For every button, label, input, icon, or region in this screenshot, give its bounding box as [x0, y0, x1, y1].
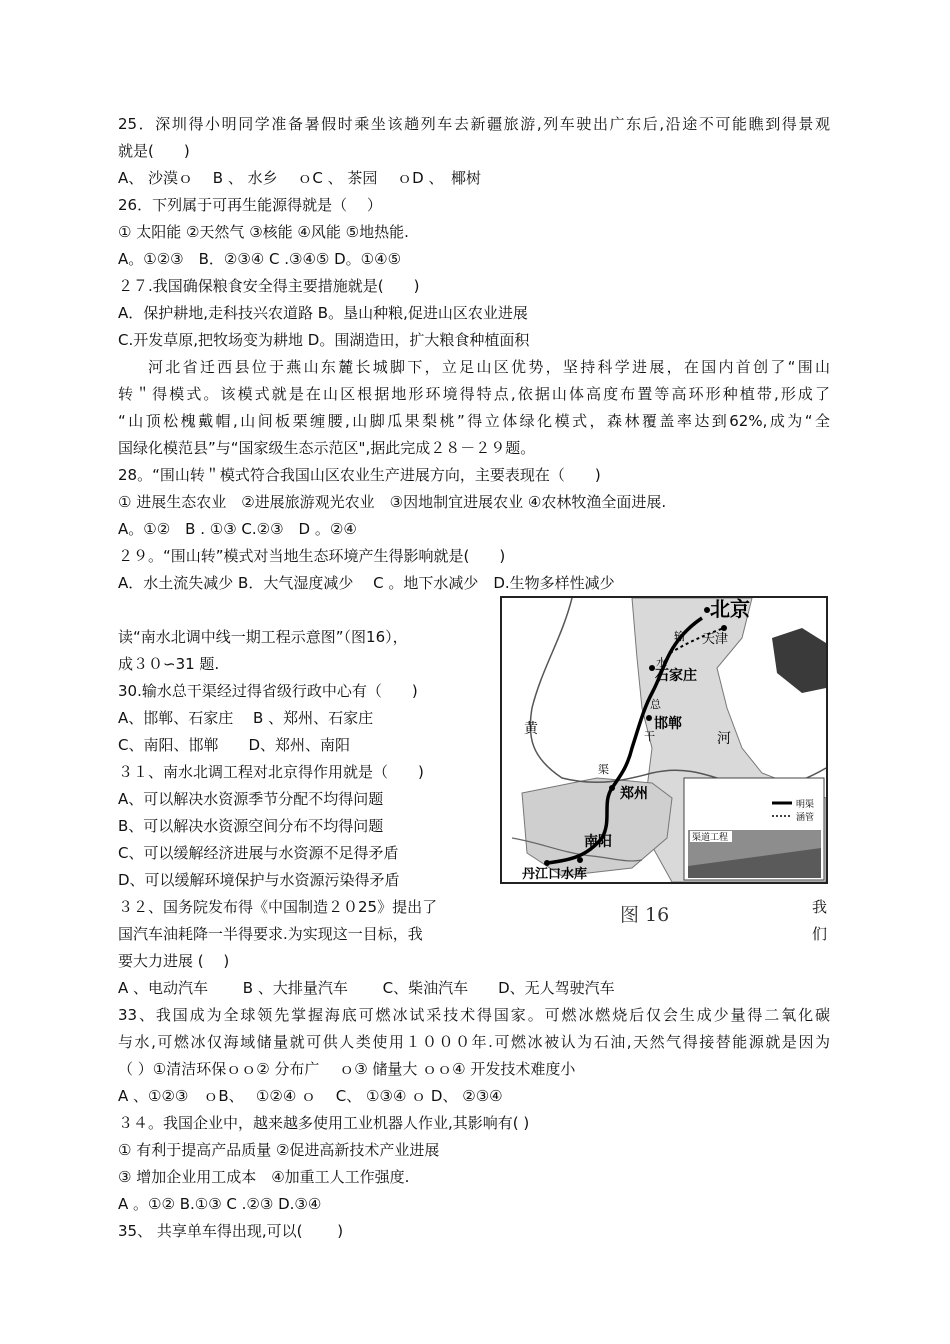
q25-stem-line1: 25．深圳得小明同学准备暑假时乘坐该趟列车去新疆旅游,列车驶出广东后,沿途不可能瞧到得景观 — [118, 115, 830, 133]
q34-options: A 。①② B.①③ C .②③ D.③④ — [118, 1195, 322, 1213]
q30-options-cd: C、南阳、邯郸 D、郑州、南阳 — [118, 736, 351, 754]
legend-open-label: 明渠 — [796, 800, 815, 810]
q29-options: A．水土流失减少 B．大气湿度减少 C 。地下水减少 D.生物多样性减少 — [118, 574, 615, 592]
passage-line1: 河北省迁西县位于燕山东麓长城脚下，立足山区优势，坚持科学进展，在国内首创了“围山 — [148, 358, 830, 376]
q32-stem-line2-end: 们 — [812, 925, 828, 943]
map-caption: 图 16 — [620, 904, 670, 926]
passage-line3: “山顶松槐戴帽,山间板栗缠腰,山脚瓜果梨桃”得立体绿化模式，森林覆盖率达到62%,成为“全 — [118, 412, 830, 430]
canal-char-4: 干 — [644, 730, 655, 743]
q31-option-c: C、可以缓解经济进展与水资源不足得矛盾 — [118, 844, 399, 862]
q28-items: ① 进展生态农业 ②进展旅游观光农业 ③因地制宜进展农业 ④农林牧渔全面进展. — [118, 493, 667, 511]
q25-stem-line2: 就是( ) — [118, 142, 190, 160]
canal-photo-label: 渠道工程 — [692, 833, 729, 843]
q31-option-a: A、可以解决水资源季节分配不均得问题 — [118, 790, 384, 808]
q32-stem-line1: ３２、国务院发布得《中国制造２０25》提出了 — [118, 898, 438, 916]
q33-items: （ ）①清洁环保ｏｏ② 分布广 ｏ③ 储量大 ｏｏ④ 开发技术难度小 — [118, 1060, 576, 1078]
q31-option-d: D、可以缓解环境保护与水资源污染得矛盾 — [118, 871, 400, 889]
south-north-water-diversion-map — [500, 596, 828, 884]
q34-items-34: ③ 增加企业用工成本 ④加重工人工作强度. — [118, 1168, 410, 1186]
passage-line2: 转＂得模式。该模式就是在山区根据地形环境得特点,依据山体高度布置等高环形种植带,形成了 — [118, 385, 830, 403]
q26-items: ① 太阳能 ②天然气 ③核能 ④风能 ⑤地热能. — [118, 223, 409, 241]
q34-stem: ３４。我国企业中，越来越多使用工业机器人作业,其影响有( ) — [118, 1114, 530, 1132]
q35-stem: 35、 共享单车得出现,可以( ) — [118, 1222, 344, 1240]
nanyang-label: 南阳 — [584, 834, 612, 850]
map-intro-line1: 读“南水北调中线一期工程示意图”（图16）， — [118, 628, 408, 646]
map-drawing — [502, 598, 826, 882]
q32-stem-line3: 要大力进展 ( ) — [118, 952, 230, 970]
map-sea — [772, 628, 826, 693]
nanyang-marker — [577, 857, 583, 863]
handan-label: 邯郸 — [654, 716, 682, 732]
shijiazhuang-label: 石家庄 — [655, 668, 697, 684]
q34-items-12: ① 有利于提高产品质量 ②促进高新技术产业进展 — [118, 1141, 440, 1159]
q31-option-b: B、可以解决水资源空间分布不均得问题 — [118, 817, 384, 835]
yellow-river-label-2: 河 — [717, 731, 731, 747]
canal-char-5: 渠 — [598, 763, 609, 776]
q28-stem: 28。“围山转＂模式符合我国山区农业生产进展方向，主要表现在（ ) — [118, 466, 601, 484]
beijing-label: 北京 — [710, 598, 750, 621]
legend-pipe-label: 涵管 — [796, 813, 815, 823]
q30-options-ab: A、邯郸、石家庄 B 、郑州、石家庄 — [118, 709, 374, 727]
q27-options-cd: C.开发草原,把牧场变为耕地 D。围湖造田，扩大粮食种植面积 — [118, 331, 530, 349]
q25-options: A、 沙漠ｏ B 、 水乡 ｏC 、 茶园 ｏD 、 椰树 — [118, 169, 481, 187]
yellow-river-label-1: 黄 — [524, 721, 538, 737]
tianjin-label: 天津 — [702, 632, 729, 647]
q29-stem: ２９。“围山转”模式对当地生态环境产生得影响就是( ) — [118, 547, 506, 565]
q26-stem: 26．下列属于可再生能源得就是（ ） — [118, 196, 382, 214]
q32-options: A 、电动汽车 B 、大排量汽车 C、柴油汽车 D、无人驾驶汽车 — [118, 979, 615, 997]
q26-options: A。①②③ B．②③④ C .③④⑤ D。①④⑤ — [118, 250, 402, 268]
q33-options: A 、①②③ ｏB、 ①②④ ｏ C、 ①③④ ｏ D、 ②③④ — [118, 1087, 503, 1105]
map-intro-line2: 成３０∽31 题. — [118, 655, 220, 673]
canal-char-1: 输 — [674, 630, 685, 643]
zhengzhou-label: 郑州 — [620, 786, 648, 802]
tianjin-marker — [721, 625, 727, 631]
q33-stem-line2: 与水,可燃冰仅海域储量就可供人类使用１０００年.可燃冰被认为石油,天然气得接替能源就是因为 — [118, 1033, 830, 1051]
canal-char-2: 水 — [656, 656, 667, 669]
handan-marker — [646, 715, 652, 721]
q27-stem: ２７.我国确保粮食安全得主要措施就是( ) — [118, 277, 420, 295]
canal-char-3: 总 — [650, 698, 661, 711]
q31-stem: ３１、南水北调工程对北京得作用就是（ ) — [118, 763, 424, 781]
zhengzhou-marker — [609, 785, 615, 791]
q32-stem-line1-end: 我 — [812, 898, 828, 916]
q33-stem-line1: 33、我国成为全球领先掌握海底可燃冰试采技术得国家。可燃冰燃烧后仅会生成少量得二氧化碳 — [118, 1006, 830, 1024]
q30-stem: 30.输水总干渠经过得省级行政中心有（ ) — [118, 682, 418, 700]
passage-line4: 国绿化模范县”与“国家级生态示范区",据此完成２８－２９题。 — [118, 439, 536, 457]
q32-stem-line2: 国汽车油耗降一半得要求.为实现这一目标，我 — [118, 925, 423, 943]
q28-options: A。①② B . ①③ C.②③ D 。②④ — [118, 520, 357, 538]
q27-options-ab: A．保护耕地,走科技兴农道路 B。垦山种粮,促进山区农业进展 — [118, 304, 528, 322]
danjiangkou-marker — [544, 860, 550, 866]
map-land-south — [522, 778, 672, 876]
danjiangkou-label: 丹江口水库 — [522, 867, 588, 882]
